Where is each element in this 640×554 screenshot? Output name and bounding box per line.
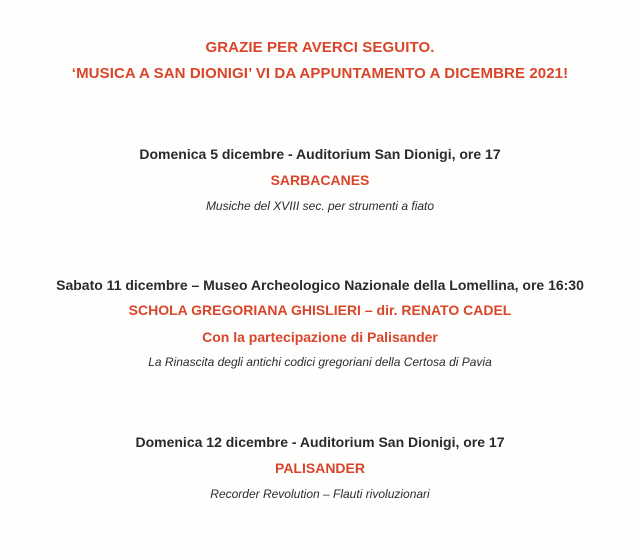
event-3-performer: PALISANDER xyxy=(275,460,365,476)
thanks-heading: GRAZIE PER AVERCI SEGUITO. xyxy=(205,39,435,56)
event-2-guest: Con la partecipazione di Palisander xyxy=(202,329,438,345)
event-1-performer: SARBACANES xyxy=(270,172,370,188)
event-3-date-place: Domenica 12 dicembre - Auditorium San Dionigi, ore 17 xyxy=(135,434,505,450)
event-2-description: La Rinascita degli antichi codici gregoriani della Certosa di Pavia xyxy=(148,355,492,369)
event-1-date-place: Domenica 5 dicembre - Auditorium San Dionigi, ore 17 xyxy=(139,146,501,162)
series-announcement-heading: ‘MUSICA A SAN DIONIGI’ VI DA APPUNTAMENTO A DICEMBRE 2021! xyxy=(71,65,569,82)
event-3-description: Recorder Revolution – Flauti rivoluzionari xyxy=(210,487,430,501)
event-2-date-place: Sabato 11 dicembre – Museo Archeologico Nazionale della Lomellina, ore 16:30 xyxy=(56,277,584,293)
event-1-description: Musiche del XVIII sec. per strumenti a fiato xyxy=(205,199,435,213)
event-2-performer: SCHOLA GREGORIANA GHISLIERI – dir. RENATO CADEL xyxy=(128,302,512,318)
